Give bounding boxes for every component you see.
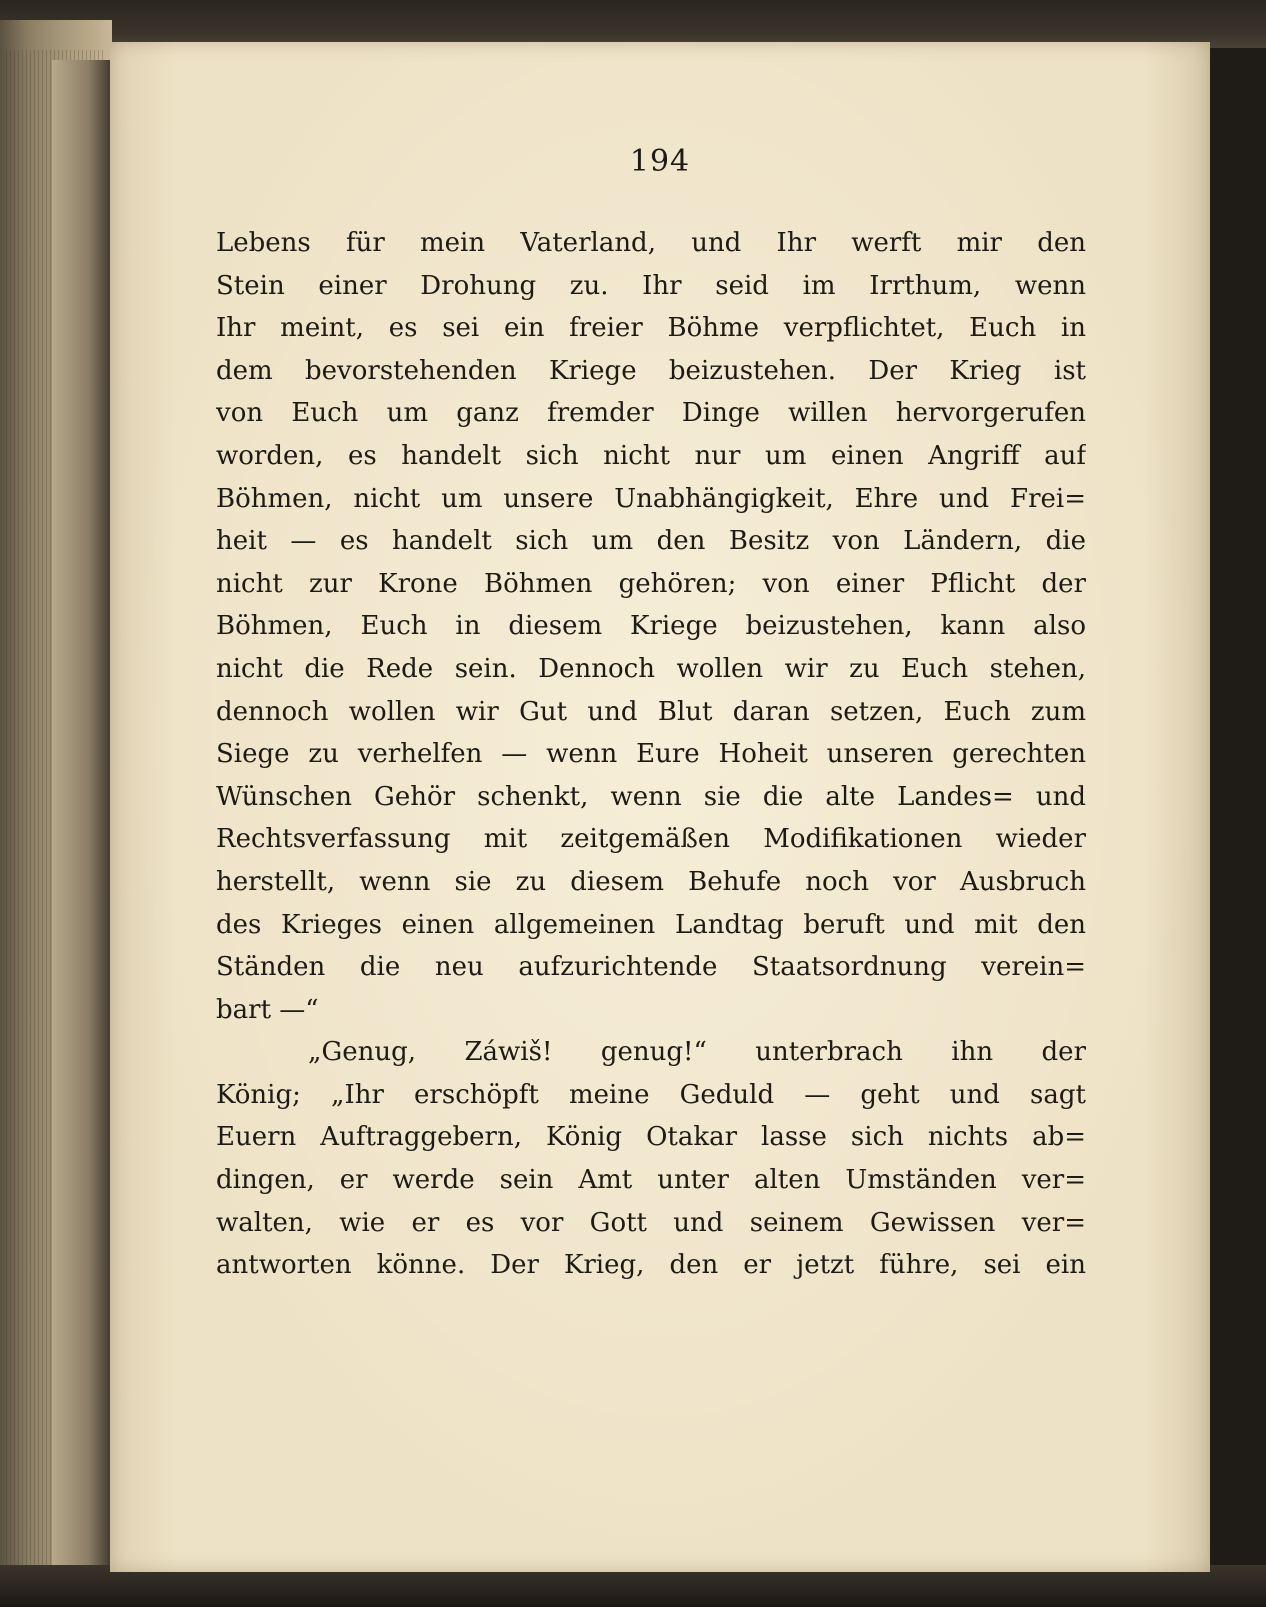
text-line-paragraph-start: „Genug, Záwiš! genug!“ unterbrach ihn der — [308, 1037, 1086, 1068]
text-line: heit — es handelt sich um den Besitz von Ländern, die — [216, 526, 1086, 557]
text-line: Siege zu verhelfen — wenn Eure Hoheit unseren gerechten — [216, 739, 1086, 770]
text-line: worden, es handelt sich nicht nur um einen Angriff auf — [216, 440, 1086, 471]
text-line: Lebens für mein Vaterland, und Ihr werft mir den — [216, 228, 1086, 258]
gutter-shadow — [52, 60, 112, 1590]
text-line: Euern Auftraggebern, König Otakar lasse sich nichts ab= — [216, 1122, 1086, 1153]
page-number: 194 — [629, 144, 691, 179]
text-line: Ihr meint, es sei ein freier Böhme verpflichtet, Euch in — [216, 313, 1086, 344]
text-line-paragraph-end: bart —“ — [216, 994, 319, 1025]
text-line: Wünschen Gehör schenkt, wenn sie die alte Landes= und — [216, 781, 1086, 812]
text-line: Ständen die neu aufzurichtende Staatsordnung verein= — [216, 952, 1086, 983]
text-line: von Euch um ganz fremder Dinge willen hervorgerufen — [216, 398, 1086, 429]
book-left-page-stack — [0, 20, 112, 1580]
text-line: dennoch wollen wir Gut und Blut daran setzen, Euch zum — [216, 696, 1086, 727]
text-line: König; „Ihr erschöpft meine Geduld — geht und sagt — [216, 1079, 1086, 1110]
text-line: Böhmen, Euch in diesem Kriege beizustehen, kann also — [216, 611, 1086, 642]
text-line: nicht die Rede sein. Dennoch wollen wir zu Euch stehen, — [216, 653, 1086, 684]
text-line: dingen, er werde sein Amt unter alten Umständen ver= — [216, 1165, 1086, 1196]
text-line: Stein einer Drohung zu. Ihr seid im Irrthum, wenn — [216, 270, 1086, 301]
text-line: antworten könne. Der Krieg, den er jetzt führe, sei ein — [216, 1250, 1086, 1281]
text-line: Böhmen, nicht um unsere Unabhängigkeit, Ehre und Frei= — [216, 483, 1086, 514]
text-line: dem bevorstehenden Kriege beizustehen. Der Krieg ist — [216, 355, 1086, 386]
text-line: Rechtsverfassung mit zeitgemäßen Modifikationen wieder — [216, 824, 1086, 855]
text-line: walten, wie er es vor Gott und seinem Gewissen ver= — [216, 1207, 1086, 1238]
book-page — [110, 42, 1210, 1572]
text-line: des Krieges einen allgemeinen Landtag beruft und mit den — [216, 909, 1086, 940]
text-line: herstellt, wenn sie zu diesem Behufe noch vor Ausbruch — [216, 866, 1086, 897]
book-top-edge — [0, 0, 1266, 48]
text-line: nicht zur Krone Böhmen gehören; von einer Pflicht der — [216, 568, 1086, 599]
body-text — [216, 222, 1086, 1287]
